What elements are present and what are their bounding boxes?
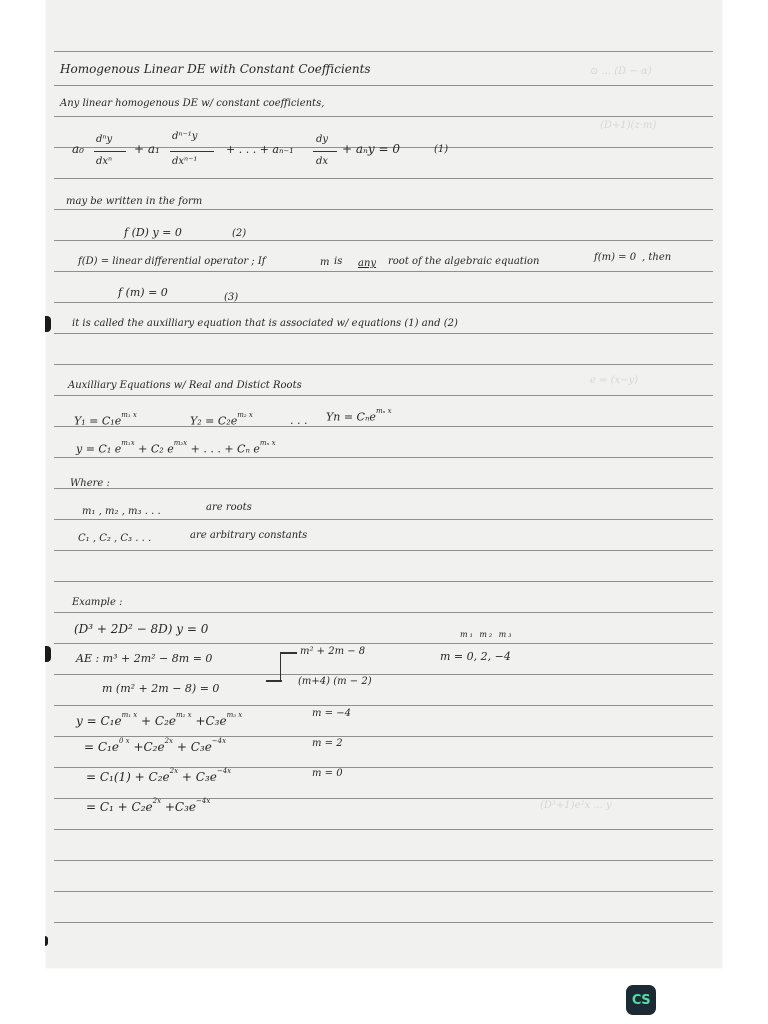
roots-result: m = 0, 2, −4 bbox=[440, 650, 511, 663]
where-label: Where : bbox=[70, 478, 110, 489]
intro-line: Any linear homogenous DE w/ constant coefficients, bbox=[60, 98, 325, 109]
equation-tag: (1) bbox=[434, 144, 449, 155]
eq1-dots: + . . . + aₙ₋₁ bbox=[226, 143, 294, 156]
binding-ring-mark bbox=[45, 936, 48, 946]
coef-a1: + a₁ bbox=[134, 142, 160, 156]
bleed-through-mark: (D+1)(z·m) bbox=[600, 120, 657, 131]
side-factor-2: (m+4) (m − 2) bbox=[298, 676, 372, 687]
factored-equation: m (m² + 2m − 8) = 0 bbox=[102, 682, 220, 695]
roots-desc: are roots bbox=[206, 502, 252, 513]
frac-denominator: dxⁿ⁻¹ bbox=[172, 156, 198, 167]
frac-denominator: dxⁿ bbox=[96, 156, 113, 167]
example-label: Example : bbox=[72, 597, 123, 608]
fraction-bar bbox=[170, 151, 214, 152]
frac-numerator: dy bbox=[316, 134, 329, 145]
frac-numerator: dⁿy bbox=[96, 134, 113, 145]
definition-text: f(D) = linear differential operator ; If bbox=[78, 256, 266, 267]
definition-any: any bbox=[358, 258, 377, 269]
root-note: m = 2 bbox=[312, 738, 343, 749]
y2-term: $Y_2 = C_2e^{m_2 x}$ bbox=[190, 411, 253, 428]
binding-ring-mark bbox=[45, 646, 51, 662]
solution-step-3: = $C_1(1) + C_2e^{2x} + C_3e^{-4x}$ bbox=[86, 767, 232, 784]
side-factor-1: m² + 2m − 8 bbox=[300, 646, 366, 657]
definition-m: m bbox=[320, 257, 330, 268]
page-title: Homogenous Linear DE with Constant Coefficients bbox=[60, 62, 371, 76]
fraction-bar bbox=[94, 151, 126, 152]
form-text: may be written in the form bbox=[66, 196, 203, 207]
solution-step-4: = $C_1 + C_2e^{2x} +C_3e^{-4x}$ bbox=[86, 797, 211, 814]
definition-fm: f(m) = 0 bbox=[594, 252, 637, 263]
fraction-bar bbox=[313, 151, 337, 152]
example-de: (D³ + 2D² − 8D) y = 0 bbox=[74, 622, 209, 636]
root-note: m = −4 bbox=[312, 708, 351, 719]
bleed-through-mark: (D²+1)e²x ... y bbox=[540, 800, 612, 811]
roots-list: m₁ , m₂ , m₃ . . . bbox=[82, 506, 161, 517]
coef-a0: a₀ bbox=[72, 142, 84, 156]
bracket-connector bbox=[280, 652, 297, 680]
y-dots: . . . bbox=[290, 414, 308, 427]
auxiliary-equation: AE : m³ + 2m² − 8m = 0 bbox=[76, 652, 213, 665]
definition-then: , then bbox=[642, 252, 672, 263]
constants-list: C₁ , C₂ , C₃ . . . bbox=[78, 533, 152, 544]
called-line: it is called the auxilliary equation that is associated w/ equations (1) and (2) bbox=[72, 318, 458, 329]
root-note: m = 0 bbox=[312, 768, 343, 779]
frac-numerator: dⁿ⁻¹y bbox=[172, 131, 198, 142]
equation-3: f (m) = 0 bbox=[118, 286, 168, 299]
yn-term: Yn = Cₙe$^{m_n x}$ bbox=[326, 407, 392, 424]
camscanner-logo bbox=[626, 985, 656, 1015]
root-column-labels: m₁ m₂ m₃ bbox=[460, 630, 514, 639]
bleed-through-mark: ⊙ ... (D − α) bbox=[590, 66, 652, 77]
bracket-connector bbox=[281, 652, 297, 654]
bracket-connector bbox=[266, 680, 282, 682]
solution-step-2: = $C_1e^{0 x} +C_2e^{2x} + C_3e^{-4x}$ bbox=[84, 737, 227, 754]
definition-is: is bbox=[334, 256, 343, 267]
frac-denominator: dx bbox=[316, 156, 329, 167]
equation-tag: (3) bbox=[224, 292, 239, 303]
binding-ring-mark bbox=[45, 316, 51, 332]
logo-text: CS bbox=[631, 992, 651, 1008]
solution-step-1: $y = C_1e^{m_1 x} + C_2e^{m_2 x} +C_3e^{m_3 x}$ bbox=[76, 711, 243, 728]
general-solution: y = C₁ $e^{m_1x} + C_2$ $e^{m_2x}$ + . . . + Cₙ $e^{m_n x}$ bbox=[76, 439, 276, 456]
equation-2: f (D) y = 0 bbox=[124, 226, 182, 239]
y1-term: $Y_1 = C_1e^{m_1 x}$ bbox=[74, 411, 137, 428]
definition-text: root of the algebraic equation bbox=[388, 256, 540, 267]
equation-tag: (2) bbox=[232, 228, 247, 239]
constants-desc: are arbitrary constants bbox=[190, 530, 308, 541]
eq1-tail: + aₙy = 0 bbox=[342, 142, 400, 156]
bleed-through-mark: e ≈ (x−y) bbox=[590, 375, 639, 386]
section-heading: Auxilliary Equations w/ Real and Distict Roots bbox=[68, 380, 302, 391]
